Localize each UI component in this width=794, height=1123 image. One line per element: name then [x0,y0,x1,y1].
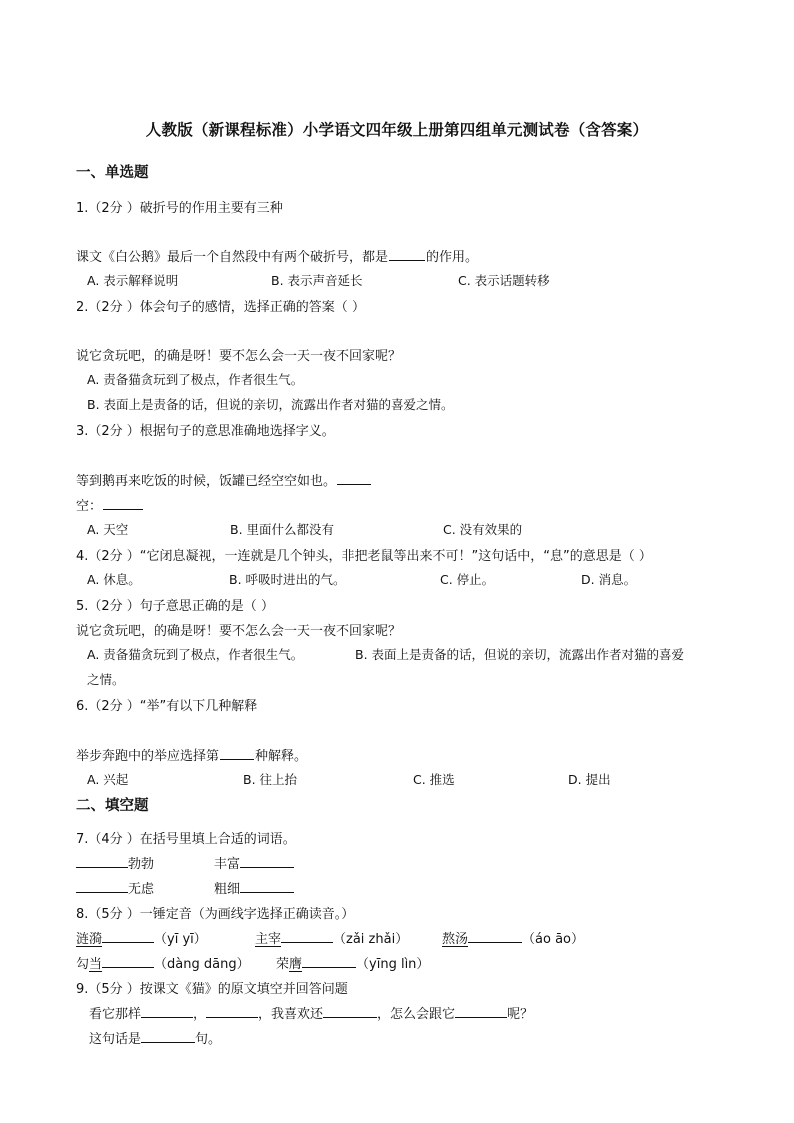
answer-blank[interactable] [141,1030,195,1043]
question-7-item-4 [214,878,294,897]
question-5-text: 说它贪玩吧，的确是呀！要不怎么会一天一夜不回家呢？ [76,624,402,639]
answer-blank[interactable] [240,855,294,868]
question-8-pinyin: （yī yī） [154,932,207,947]
question-1-text-a: 课文《白公鹅》最后一个自然段中有两个破折号，都是 [76,250,389,265]
question-2-stem: 2.（2分 ）体会句子的感情，选择正确的答案（ ） [76,300,365,315]
section-heading-single-choice: 一、单选题 [76,165,149,181]
question-7-word: 无虑 [128,882,155,897]
answer-blank[interactable] [103,497,143,510]
question-8-stem: 8.（5分 ）一锤定音（为画线字选择正确读音。） [76,907,355,922]
question-9-text: ，怎么会跟它 [377,1007,456,1022]
question-6-option-d[interactable]: D. 提出 [568,772,611,787]
question-8-item-5 [276,953,429,972]
question-8-word-underlined: 当 [89,957,103,972]
answer-blank[interactable] [302,955,356,968]
question-9-text: 看它那样 [89,1007,142,1022]
question-5-option-b[interactable]: B. 表面上是责备的话，但说的亲切，流露出作者对猫的喜爱 [355,647,685,662]
question-7-word: 粗细 [214,882,241,897]
question-8-pinyin: （zǎi zhǎi） [333,932,409,947]
answer-blank[interactable] [102,955,154,968]
question-3-prefix: 空： [76,499,103,514]
question-6-option-a[interactable]: A. 兴起 [87,772,129,787]
question-9-text: ，我喜欢还 [258,1007,324,1022]
question-8-item-1 [76,928,207,947]
question-4-option-a[interactable]: A. 休息。 [87,572,141,587]
answer-blank[interactable] [281,930,333,943]
question-7-word: 丰富 [214,857,241,872]
question-8-pinyin: （áo āo） [522,932,584,947]
question-8-word-part: 勾 [76,957,90,972]
question-4-option-d[interactable]: D. 消息。 [581,572,637,587]
question-8-pinyin: （dàng dāng） [154,957,250,972]
answer-blank[interactable] [102,930,154,943]
question-1-text-b: 的作用。 [426,250,479,265]
question-3-option-c[interactable]: C. 没有效果的 [443,522,523,537]
question-3-option-a[interactable]: A. 天空 [87,522,129,537]
question-9-text: ， [193,1007,207,1022]
question-4-option-b[interactable]: B. 呼吸时进出的气。 [229,572,346,587]
question-1-option-a[interactable]: A. 表示解释说明 [87,273,179,288]
question-7-word: 勃勃 [128,857,155,872]
question-9-stem: 9.（5分 ）按课文《猫》的原文填空并回答问题 [76,982,348,997]
question-4-stem: 4.（2分 ）“它闭息凝视，一连就是几个钟头，非把老鼠等出来不可！”这句话中，“息”的意思是（ ） [76,549,652,564]
question-8-word-part: 荣 [276,957,290,972]
question-6-option-c[interactable]: C. 推选 [413,772,455,787]
question-8-word: 熬汤 [442,932,469,947]
question-9-text: 这句话是 [89,1032,142,1047]
answer-blank[interactable] [455,1005,507,1018]
question-3-option-b[interactable]: B. 里面什么都没有 [230,522,335,537]
question-9-line-1 [89,1003,533,1022]
question-1-option-c[interactable]: C. 表示话题转移 [458,273,550,288]
answer-blank[interactable] [76,880,128,893]
question-3-sentence: 等到鹅再来吃饭的时候，饭罐已经空空如也。 [76,474,337,489]
answer-blank[interactable] [76,855,128,868]
answer-blank[interactable] [323,1005,377,1018]
question-3-text2 [76,495,144,514]
answer-blank[interactable] [337,472,371,485]
question-1-text [76,246,478,265]
answer-blank[interactable] [389,248,425,261]
question-8-item-3 [442,928,584,947]
question-6-text-a: 举步奔跑中的举应选择第 [76,749,220,764]
answer-blank[interactable] [206,1005,258,1018]
question-3-text [76,470,372,489]
question-8-word-underlined: 膺 [289,957,303,972]
question-7-stem: 7.（4分 ）在括号里填上合适的词语。 [76,832,296,847]
question-6-option-b[interactable]: B. 往上抬 [243,772,298,787]
question-8-word: 涟漪 [76,932,103,947]
question-8-item-4 [76,953,250,972]
question-8-word: 主宰 [255,932,282,947]
question-1-option-b[interactable]: B. 表示声音延长 [271,273,363,288]
question-2-option-a[interactable]: A. 责备猫贪玩到了极点，作者很生气。 [87,372,304,387]
question-7-item-1 [76,853,154,872]
question-9-text: 句。 [195,1032,222,1047]
question-2-text: 说它贪玩吧，的确是呀！要不怎么会一天一夜不回家呢？ [76,349,402,364]
question-9-line-2 [89,1028,221,1047]
question-5-stem: 5.（2分 ）句子意思正确的是（ ） [76,599,274,614]
question-5-option-b-continued[interactable]: 之情。 [87,672,125,687]
question-3-stem: 3.（2分 ）根据句子的意思准确地选择字义。 [76,424,335,439]
section-heading-fill-in: 二、填空题 [76,798,149,814]
question-6-text-b: 种解释。 [255,749,308,764]
question-4-option-c[interactable]: C. 停止。 [440,572,495,587]
question-7-item-2 [214,853,294,872]
question-2-option-b[interactable]: B. 表面上是责备的话，但说的亲切，流露出作者对猫的喜爱之情。 [87,397,454,412]
answer-blank[interactable] [220,747,254,760]
answer-blank[interactable] [141,1005,193,1018]
document-title: 人教版（新课程标准）小学语文四年级上册第四组单元测试卷（含答案） [145,121,649,139]
question-8-pinyin: （yīng lìn） [356,957,430,972]
question-6-text [76,745,307,764]
question-5-option-a[interactable]: A. 责备猫贪玩到了极点，作者很生气。 [87,647,304,662]
answer-blank[interactable] [240,880,294,893]
question-9-text: 呢？ [507,1007,534,1022]
answer-blank[interactable] [468,930,522,943]
question-6-stem: 6.（2分 ）“举”有以下几种解释 [76,699,258,714]
question-7-item-3 [76,878,154,897]
question-1-stem: 1.（2分 ）破折号的作用主要有三种 [76,201,283,216]
question-8-item-2 [255,928,408,947]
